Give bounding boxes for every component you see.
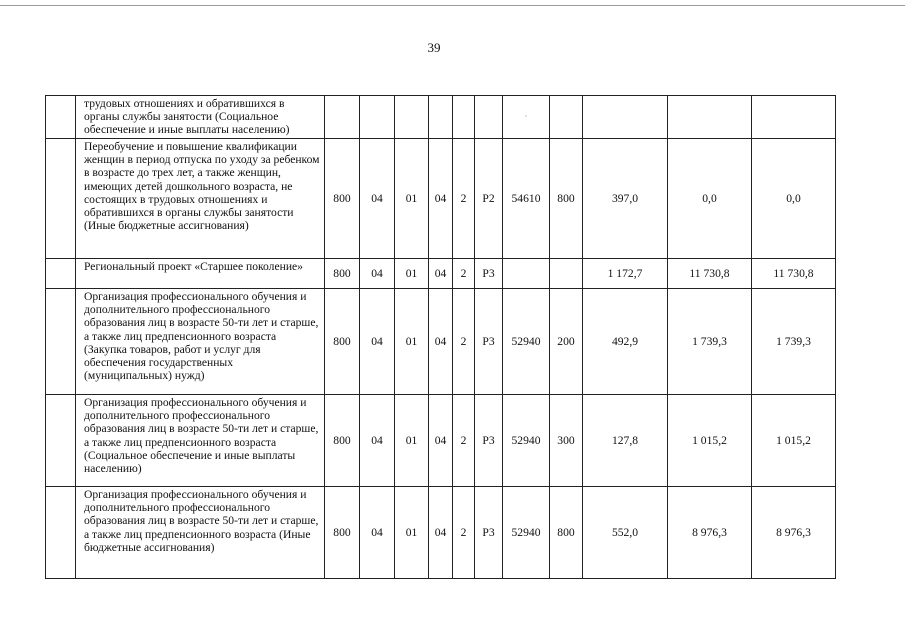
subprogram-code-cell: 2	[453, 487, 475, 579]
expense-type-cell	[550, 259, 583, 289]
section-code-cell	[360, 96, 395, 139]
program-code-cell	[429, 96, 453, 139]
amount-cell: 1 739,3	[668, 289, 752, 395]
table-row	[46, 487, 836, 579]
ministry-code-cell: 800	[325, 259, 360, 289]
program-code-cell: 04	[429, 139, 453, 259]
row-number-cell	[46, 395, 76, 487]
amount-cell: 8 976,3	[752, 487, 836, 579]
amount-cell: 1 015,2	[668, 395, 752, 487]
table-row	[46, 139, 836, 259]
table-row	[46, 259, 836, 289]
ministry-code-cell	[325, 96, 360, 139]
subprogram-code-cell: 2	[453, 259, 475, 289]
top-border-line	[0, 5, 905, 6]
amount-cell: 127,8	[583, 395, 668, 487]
direction-code-cell: 54610	[503, 139, 550, 259]
amount-cell	[668, 96, 752, 139]
direction-code-cell: 52940	[503, 289, 550, 395]
project-code-cell: P2	[475, 139, 503, 259]
section-code-cell: 04	[360, 289, 395, 395]
amount-cell	[583, 96, 668, 139]
row-number-cell	[46, 487, 76, 579]
amount-cell: 1 739,3	[752, 289, 836, 395]
amount-cell: 0,0	[668, 139, 752, 259]
subsection-code-cell	[395, 96, 429, 139]
table-row	[46, 395, 836, 487]
amount-cell: 1 015,2	[752, 395, 836, 487]
description-cell: Переобучение и повышение квалификации женщин в период отпуска по уходу за ребенком в возрасте до трех лет, а также женщин, имеющих детей дошкольного возраста, не состоящих в трудовых отношениях и обратившихся в органы службы занятости (Иные бюджетные ассигнования)	[76, 139, 325, 259]
section-code-cell: 04	[360, 395, 395, 487]
amount-cell: 11 730,8	[752, 259, 836, 289]
section-code-cell: 04	[360, 139, 395, 259]
description-cell: Региональный проект «Старшее поколение»	[76, 259, 325, 289]
expense-type-cell: 200	[550, 289, 583, 395]
expense-type-cell: 800	[550, 487, 583, 579]
page-number: 39	[427, 40, 441, 55]
project-code-cell: P3	[475, 259, 503, 289]
budget-table	[45, 95, 836, 579]
amount-cell: 11 730,8	[668, 259, 752, 289]
table-row	[46, 96, 836, 139]
table-row	[46, 289, 836, 395]
row-number-cell	[46, 289, 76, 395]
amount-cell: 1 172,7	[583, 259, 668, 289]
direction-code-cell	[503, 259, 550, 289]
subprogram-code-cell: 2	[453, 395, 475, 487]
program-code-cell: 04	[429, 487, 453, 579]
subprogram-code-cell: 2	[453, 289, 475, 395]
description-cell: Организация профессионального обучения и дополнительного профессионального образования лиц в возрасте 50-ти лет и старше, а также лиц предпенсионного возраста (Закупка товаров, работ и услуг для обеспечения государственных (муниципальных) нужд)	[76, 289, 325, 395]
description-cell: Организация профессионального обучения и дополнительного профессионального образования лиц в возрасте 50-ти лет и старше, а также лиц предпенсионного возраста (Иные бюджетные ассигнования)	[76, 487, 325, 579]
subprogram-code-cell	[453, 96, 475, 139]
project-code-cell: P3	[475, 487, 503, 579]
amount-cell: 552,0	[583, 487, 668, 579]
ministry-code-cell: 800	[325, 487, 360, 579]
subsection-code-cell: 01	[395, 139, 429, 259]
section-code-cell: 04	[360, 487, 395, 579]
direction-code-cell: 52940	[503, 487, 550, 579]
subprogram-code-cell: 2	[453, 139, 475, 259]
amount-cell: 492,9	[583, 289, 668, 395]
subsection-code-cell: 01	[395, 487, 429, 579]
row-number-cell	[46, 96, 76, 139]
expense-type-cell: 300	[550, 395, 583, 487]
direction-code-cell: 52940	[503, 395, 550, 487]
project-code-cell: P3	[475, 395, 503, 487]
row-number-cell	[46, 139, 76, 259]
section-code-cell: 04	[360, 259, 395, 289]
ministry-code-cell: 800	[325, 395, 360, 487]
amount-cell	[752, 96, 836, 139]
program-code-cell: 04	[429, 289, 453, 395]
ministry-code-cell: 800	[325, 289, 360, 395]
amount-cell: 0,0	[752, 139, 836, 259]
subsection-code-cell: 01	[395, 289, 429, 395]
program-code-cell: 04	[429, 395, 453, 487]
amount-cell: 397,0	[583, 139, 668, 259]
expense-type-cell: 800	[550, 139, 583, 259]
expense-type-cell	[550, 96, 583, 139]
row-number-cell	[46, 259, 76, 289]
project-code-cell	[475, 96, 503, 139]
project-code-cell: P3	[475, 289, 503, 395]
program-code-cell: 04	[429, 259, 453, 289]
amount-cell: 8 976,3	[668, 487, 752, 579]
subsection-code-cell: 01	[395, 259, 429, 289]
subsection-code-cell: 01	[395, 395, 429, 487]
ministry-code-cell: 800	[325, 139, 360, 259]
description-cell: трудовых отношениях и обратившихся в органы службы занятости (Социальное обеспечение и иные выплаты населению)	[76, 96, 325, 139]
description-cell: Организация профессионального обучения и дополнительного профессионального образования лиц в возрасте 50-ти лет и старше, а также лиц предпенсионного возраста (Социальное обеспечение и иные выплаты населению)	[76, 395, 325, 487]
direction-code-cell: ·	[503, 96, 550, 139]
